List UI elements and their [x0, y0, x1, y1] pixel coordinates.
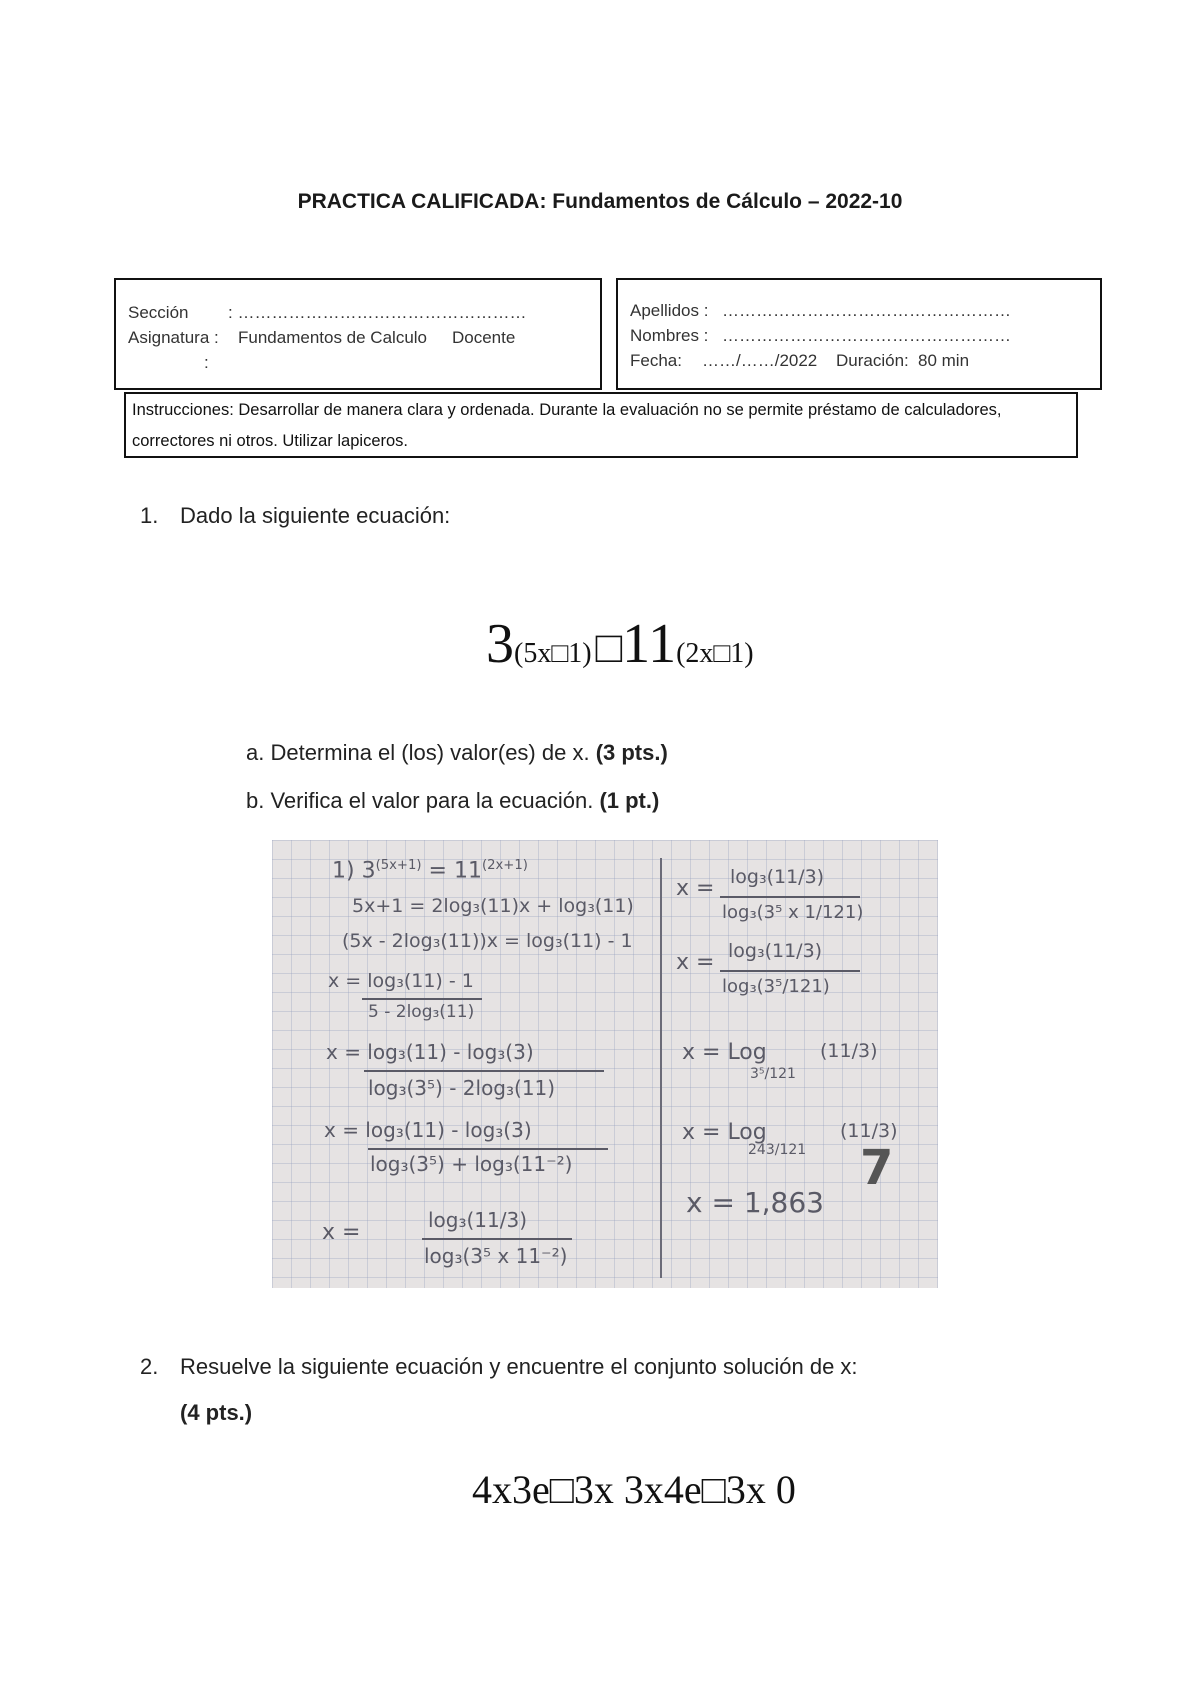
- hw-line: log₃(3⁵ x 11⁻²): [424, 1244, 568, 1268]
- page-title: PRACTICA CALIFICADA: Fundamentos de Cálculo – 2022-10: [297, 190, 903, 213]
- hw-fraction-bar: [422, 1238, 572, 1240]
- hw-line: log₃(11/3): [728, 940, 823, 962]
- fecha-value: ……/……/2022: [702, 351, 818, 370]
- hw-line: (11/3): [820, 1040, 878, 1062]
- asignatura-label: Asignatura :: [128, 328, 219, 347]
- fecha-label: Fecha:: [630, 351, 682, 370]
- question-2-points: (4 pts.): [180, 1400, 253, 1425]
- question-2-text: Resuelve la siguiente ecuación y encuentre el conjunto solución de x:: [180, 1354, 858, 1379]
- nombres-label: Nombres :: [630, 326, 709, 345]
- question-1b-text: b. Verifica el valor para la ecuación.: [246, 788, 594, 813]
- apellidos-value: ……………………………………………: [722, 301, 1011, 320]
- hw-line: log₃(3⁵/121): [722, 976, 830, 997]
- hw-grade-mark: 7: [860, 1140, 894, 1196]
- duracion-label: Duración:: [836, 351, 909, 370]
- asignatura-value: Fundamentos de Calculo: [238, 328, 428, 347]
- hw-line: x = log₃(11) - log₃(3): [324, 1118, 532, 1142]
- instructions-text: Desarrollar de manera clara y ordenada. Durante la evaluación no se permite préstamo de calculadores, correctores ni otros. Utilizar lapiceros.: [132, 401, 1002, 450]
- hw-line: 5x+1 = 2log₃(11)x + log₃(11): [352, 895, 634, 917]
- info-box-right: [616, 278, 1102, 390]
- question-1a-text: a. Determina el (los) valor(es) de x.: [246, 740, 590, 765]
- hw-line: x = log₃(11) - log₃(3): [326, 1040, 534, 1064]
- hw-line: log₃(11/3): [730, 866, 825, 888]
- hw-line: log₃(11/3): [428, 1208, 528, 1232]
- instructions: [126, 394, 1076, 458]
- eq1-symbol: □: [595, 623, 623, 672]
- hw-fraction-bar: [368, 1148, 608, 1150]
- hw-line: x = Log: [682, 1120, 767, 1145]
- hw-fraction-bar: [364, 1070, 604, 1072]
- hw-line: log₃(3⁵ x 1/121): [722, 902, 864, 923]
- hw-line: x =: [676, 876, 715, 901]
- column-divider: [660, 858, 662, 1278]
- eq1-base1: 3: [486, 613, 514, 675]
- seccion-label: Sección: [128, 303, 189, 322]
- nombres-value: ……………………………………………: [722, 326, 1011, 345]
- question-1a-points: (3 pts.): [595, 740, 668, 765]
- hw-line: log₃(3⁵) - 2log₃(11): [368, 1076, 556, 1100]
- question-1a: [246, 740, 668, 766]
- eq1-exp2: (2x□1): [676, 638, 754, 669]
- question-2-equation: 4x3e□3x 3x4e□3x 0: [472, 1467, 796, 1512]
- hw-line: (11/3): [840, 1120, 898, 1142]
- apellidos-label: Apellidos :: [630, 301, 709, 320]
- hw-line: (5x - 2log₃(11))x = log₃(11) - 1: [342, 930, 633, 952]
- eq1-exp1: (5x□1): [514, 638, 592, 669]
- docente-value: :: [204, 353, 209, 372]
- seccion-value: : ……………………………………………: [228, 303, 527, 322]
- docente-label: Docente: [452, 328, 516, 347]
- hw-fraction-bar: [362, 998, 482, 1000]
- hw-fraction-bar: [720, 896, 860, 898]
- question-1b-points: (1 pt.): [599, 788, 660, 813]
- hw-line: 3⁵/121: [750, 1066, 796, 1082]
- hw-line: 1) $3^{(5x+1)} = 11^{(2x+1)}$: [332, 858, 528, 884]
- question-1-equation: [486, 612, 754, 692]
- hw-line: log₃(3⁵) + log₃(11⁻²): [370, 1152, 573, 1176]
- handwritten-solution-photo: [272, 840, 938, 1288]
- instructions-label: Instrucciones:: [132, 401, 234, 419]
- hw-line: 5 - 2log₃(11): [368, 1002, 475, 1022]
- hw-line: x = Log: [682, 1040, 767, 1065]
- question-1-text: Dado la siguiente ecuación:: [180, 503, 451, 528]
- hw-result: x = 1,863: [686, 1186, 824, 1219]
- question-1-number: 1.: [140, 503, 159, 528]
- duracion-value: 80 min: [918, 351, 970, 370]
- instructions-box: [124, 392, 1078, 458]
- hw-line: x =: [676, 950, 715, 975]
- hw-line: 243/121: [748, 1142, 807, 1158]
- hw-line: x =: [322, 1220, 361, 1245]
- info-box-left: [114, 278, 602, 390]
- question-1b: [246, 788, 659, 814]
- hw-fraction-bar: [720, 970, 860, 972]
- eq1-base2: 11: [622, 613, 677, 675]
- question-2-number: 2.: [140, 1354, 159, 1379]
- hw-line: x = log₃(11) - 1: [328, 970, 474, 992]
